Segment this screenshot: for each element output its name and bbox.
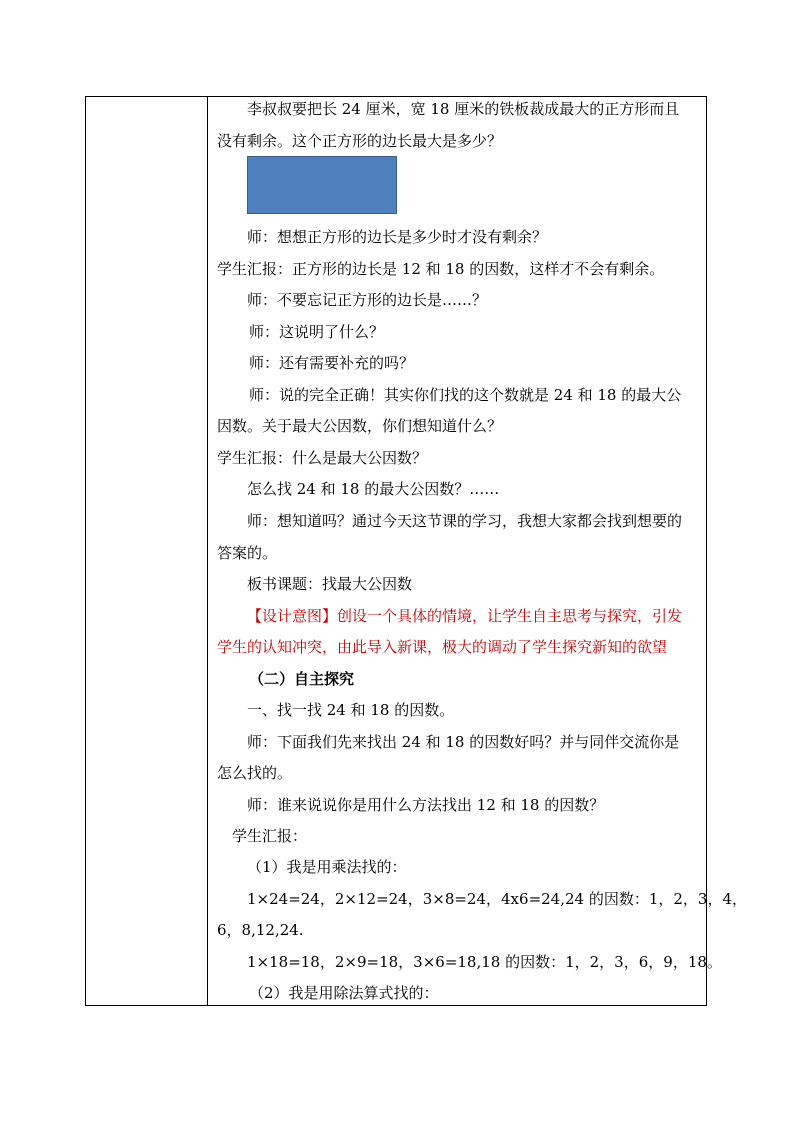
text-line: 板书课题：找最大公因数 (247, 575, 413, 593)
design-intent-line: 【设计意图】创设一个具体的情境，让学生自主思考与探究，引发 (247, 607, 683, 625)
left-column-cell (86, 97, 208, 1005)
blue-rectangle-figure (247, 156, 397, 214)
text-line: 师：不要忘记正方形的边长是……？ (247, 291, 488, 309)
text-line: 学生汇报： (232, 827, 308, 845)
text-line: 没有剩余。这个正方形的边长最大是多少？ (217, 132, 503, 150)
text-line: 李叔叔要把长 24 厘米，宽 18 厘米的铁板裁成最大的正方形而且 (247, 100, 680, 118)
section-heading: （二）自主探究 (249, 670, 355, 688)
text-line: 学生汇报：什么是最大公因数？ (217, 449, 428, 467)
text-line: 答案的。 (217, 544, 278, 562)
text-line: 师：想想正方形的边长是多少时才没有剩余？ (247, 228, 548, 246)
text-line: 师：想知道吗？通过今天这节课的学习，我想大家都会找到想要的 (247, 512, 683, 530)
text-line: 因数。关于最大公因数，你们想知道什么？ (217, 417, 503, 435)
text-line: 一、找一找 24 和 18 的因数。 (247, 701, 455, 719)
lesson-table (85, 96, 748, 1006)
text-line: 师：下面我们先来找出 24 和 18 的因数好吗？并与同伴交流你是 (247, 733, 680, 751)
design-intent-line: 学生的认知冲突，由此导入新课，极大的调动了学生探究新知的欲望 (217, 638, 668, 656)
text-line: 师：谁来说说你是用什么方法找出 12 和 18 的因数？ (247, 796, 605, 814)
text-line: 怎么找的。 (217, 764, 293, 782)
text-line: （1）我是用乘法找的： (247, 858, 407, 876)
text-line: （2）我是用除法算式找的： (249, 984, 439, 1002)
text-line: 师：这说明了什么？ (249, 323, 385, 341)
text-line: 怎么找 24 和 18 的最大公因数？…… (247, 480, 500, 498)
text-line: 师：说的完全正确！其实你们找的这个数就是 24 和 18 的最大公 (249, 386, 682, 404)
text-line: 师：还有需要补充的吗？ (249, 354, 415, 372)
text-line: 学生汇报：正方形的边长是 12 和 18 的因数，这样才不会有剩余。 (217, 260, 665, 278)
text-line: 1×18=18，2×9=18，3×6=18,18 的因数：1，2，3，6，9，18。 (247, 953, 722, 971)
text-line: 6，8,12,24. (217, 921, 304, 939)
text-line: 1×24=24，2×12=24，3×8=24，4x6=24,24 的因数：1，2，3，4， (247, 890, 748, 908)
